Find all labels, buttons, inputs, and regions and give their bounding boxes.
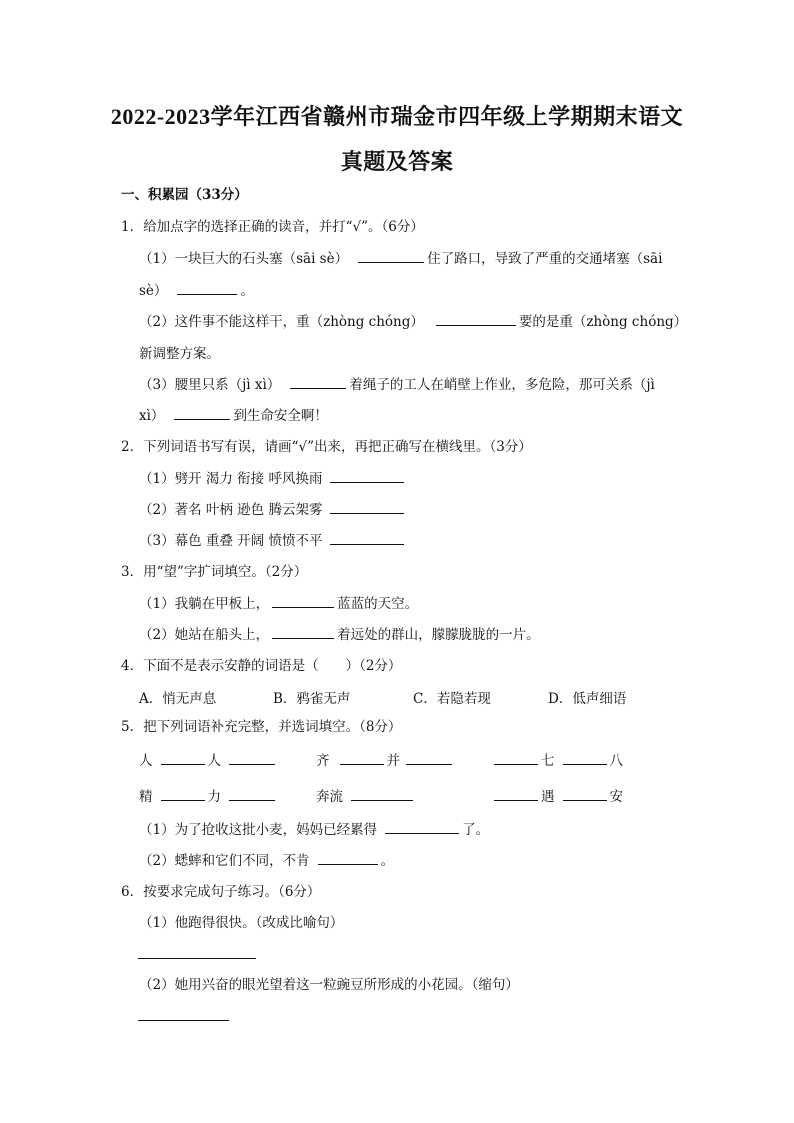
answer-blank[interactable] <box>351 788 413 801</box>
answer-blank[interactable] <box>272 626 334 639</box>
question-5-sentence-1 <box>139 821 489 839</box>
idiom-3-char-1: 七 <box>541 753 555 769</box>
q1-s1-text-c: sè） <box>139 283 168 299</box>
answer-blank[interactable] <box>385 821 459 834</box>
question-1-stem: 1．给加点字的选择正确的读音，并打“√”。（6分） <box>121 219 424 235</box>
q1-s3-text-d: 到生命安全啊！ <box>233 408 328 424</box>
answer-blank[interactable] <box>406 752 452 765</box>
idiom-4 <box>139 788 278 806</box>
answer-blank[interactable] <box>177 282 237 295</box>
q5-s2-text-b: 。 <box>380 853 395 869</box>
q3-s1-text-b: 蓝蓝的天空。 <box>337 596 419 612</box>
answer-blank[interactable] <box>330 532 404 545</box>
option-d[interactable]: D．低声细语 <box>548 691 627 707</box>
q1-s2-text-a: （2）这件事不能这样干，重（zhòng chóng） <box>139 314 424 330</box>
question-6-sentence-2: （2）她用兴奋的眼光望着这一粒豌豆所形成的小花园。（缩句） <box>139 977 519 993</box>
q3-s2-text-b: 着远处的群山，朦朦胧胧的一片。 <box>337 627 540 643</box>
idiom-4-char-1: 精 <box>139 789 153 805</box>
answer-blank[interactable] <box>174 407 230 420</box>
answer-blank[interactable] <box>563 752 607 765</box>
q1-s3-text-a: （3）腰里只系（jì xì） <box>139 377 281 393</box>
idiom-6 <box>494 788 623 806</box>
answer-blank[interactable] <box>330 501 404 514</box>
question-1-sentence-3-cont <box>139 407 328 425</box>
q1-s2-text-b: 要的是重（zhòng chóng） <box>518 314 688 330</box>
answer-blank[interactable] <box>272 595 334 608</box>
idiom-2 <box>316 752 455 770</box>
q1-s3-text-b: 着绳子的工人在峭壁上作业，多危险，那可关系（jì <box>349 377 655 393</box>
q5-s1-text-b: 了。 <box>462 822 490 838</box>
question-3-sentence-1 <box>139 595 418 613</box>
q2-row-2-text: （2）著名 叶柄 逊色 腾云架雾 <box>139 502 323 518</box>
answer-blank[interactable] <box>161 752 205 765</box>
idiom-3 <box>494 752 623 770</box>
question-6-stem: 6．按要求完成句子练习。（6分） <box>121 884 321 900</box>
question-1-sentence-1 <box>139 250 662 268</box>
question-1-sentence-2-cont: 新调整方案。 <box>139 346 220 362</box>
answer-blank[interactable] <box>229 788 275 801</box>
question-1-sentence-3 <box>139 376 655 394</box>
idiom-6-char-1: 遇 <box>541 789 555 805</box>
option-a[interactable]: A．悄无声息 <box>139 691 217 707</box>
idiom-1 <box>139 752 278 770</box>
question-3-sentence-2 <box>139 626 540 644</box>
q1-s1-text-b: 住了路口，导致了严重的交通堵塞（sāi <box>427 251 663 267</box>
q1-s1-text-a: （1）一块巨大的石头塞（sāi sè） <box>139 251 349 267</box>
q3-s2-text-a: （2）她站在船头上， <box>139 627 270 643</box>
answer-blank[interactable] <box>340 752 384 765</box>
q5-s1-text-a: （1）为了抢收这批小麦，妈妈已经累得 <box>139 822 378 838</box>
answer-blank[interactable] <box>358 250 424 263</box>
question-2-row-3 <box>139 532 407 550</box>
q1-s3-text-c: xì） <box>139 408 165 424</box>
q1-s1-text-d: 。 <box>240 283 254 299</box>
answer-blank[interactable] <box>494 788 538 801</box>
answer-line[interactable] <box>138 1020 229 1021</box>
answer-blank[interactable] <box>229 752 275 765</box>
question-5-stem: 5．把下列词语补充完整，并选词填空。（8分） <box>121 719 402 735</box>
q2-row-3-text: （3）幕色 重叠 开阔 愤愤不平 <box>139 533 323 549</box>
q5-s2-text-a: （2）蟋蟀和它们不同，不肯 <box>139 853 310 869</box>
option-b[interactable]: B．鸦雀无声 <box>273 691 351 707</box>
answer-blank[interactable] <box>161 788 205 801</box>
question-5-sentence-2 <box>139 852 394 870</box>
answer-blank[interactable] <box>330 470 404 483</box>
option-c[interactable]: C．若隐若现 <box>413 691 491 707</box>
answer-blank[interactable] <box>318 852 378 865</box>
q2-row-1-text: （1）劈开 渴力 衔接 呼风换雨 <box>139 471 323 487</box>
section-heading: 一、积累园（33分） <box>121 187 248 203</box>
question-4-stem: 4．下面不是表示安静的词语是（ ）（2分） <box>121 658 402 674</box>
answer-blank[interactable] <box>436 313 516 326</box>
document-title-line-2: 真题及答案 <box>340 149 454 174</box>
idiom-5 <box>316 788 416 806</box>
answer-blank[interactable] <box>494 752 538 765</box>
answer-blank[interactable] <box>290 376 346 389</box>
q3-s1-text-a: （1）我躺在甲板上， <box>139 596 270 612</box>
idiom-2-char-2: 并 <box>386 753 400 769</box>
answer-blank[interactable] <box>563 788 607 801</box>
idiom-4-char-2: 力 <box>207 789 221 805</box>
question-6-sentence-1: （1）他跑得很快。（改成比喻句） <box>139 915 344 931</box>
idiom-1-char-1: 人 <box>139 753 153 769</box>
question-2-row-2 <box>139 501 407 519</box>
idiom-5-chars: 奔流 <box>316 789 343 805</box>
question-1-sentence-1-cont <box>139 282 254 300</box>
question-1-sentence-2 <box>139 313 687 331</box>
answer-line[interactable] <box>138 958 256 959</box>
idiom-2-char-1: 齐 <box>316 753 330 769</box>
idiom-6-char-2: 安 <box>609 789 623 805</box>
document-title-line-1: 2022-2023学年江西省赣州市瑞金市四年级上学期期末语文 <box>110 104 684 129</box>
idiom-3-char-2: 八 <box>609 753 623 769</box>
question-2-row-1 <box>139 470 407 488</box>
idiom-1-char-2: 人 <box>207 753 221 769</box>
question-3-stem: 3．用“望”字扩词填空。（2分） <box>121 564 308 580</box>
question-2-stem: 2．下列词语书写有误，请画“√”出来，再把正确写在横线里。（3分） <box>121 439 532 455</box>
